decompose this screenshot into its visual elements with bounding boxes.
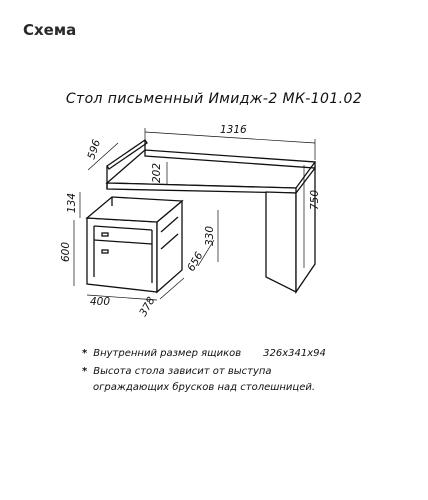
dim-height-total: 750 [309, 189, 321, 210]
dim-cabinet-depth: 378 [137, 295, 158, 319]
note-height: * Высота стола зависит от выступа [82, 366, 272, 377]
dim-width-top: 1316 [220, 124, 247, 136]
dim-cabinet-height: 600 [60, 241, 72, 262]
dim-inner-depth: 656 [185, 250, 206, 274]
note-height-continued: ограждающих брусков над столешницей. [93, 382, 316, 393]
dim-upper-side: 134 [66, 192, 78, 213]
diagram-title: Стол письменный Имидж-2 МК-101.02 [65, 91, 363, 107]
dim-drawer-height: 330 [204, 225, 216, 246]
tabletop [107, 150, 315, 188]
right-leg [266, 192, 296, 292]
dim-cabinet-width: 400 [90, 296, 111, 308]
dim-shelf-height: 202 [151, 162, 163, 183]
right-leg-side [296, 168, 315, 292]
note-drawer-size: * Внутренний размер ящиков 326x341x94 [82, 348, 326, 359]
dim-depth-top: 596 [85, 138, 104, 161]
section-heading: Схема [23, 21, 77, 39]
desk-body [87, 140, 315, 292]
